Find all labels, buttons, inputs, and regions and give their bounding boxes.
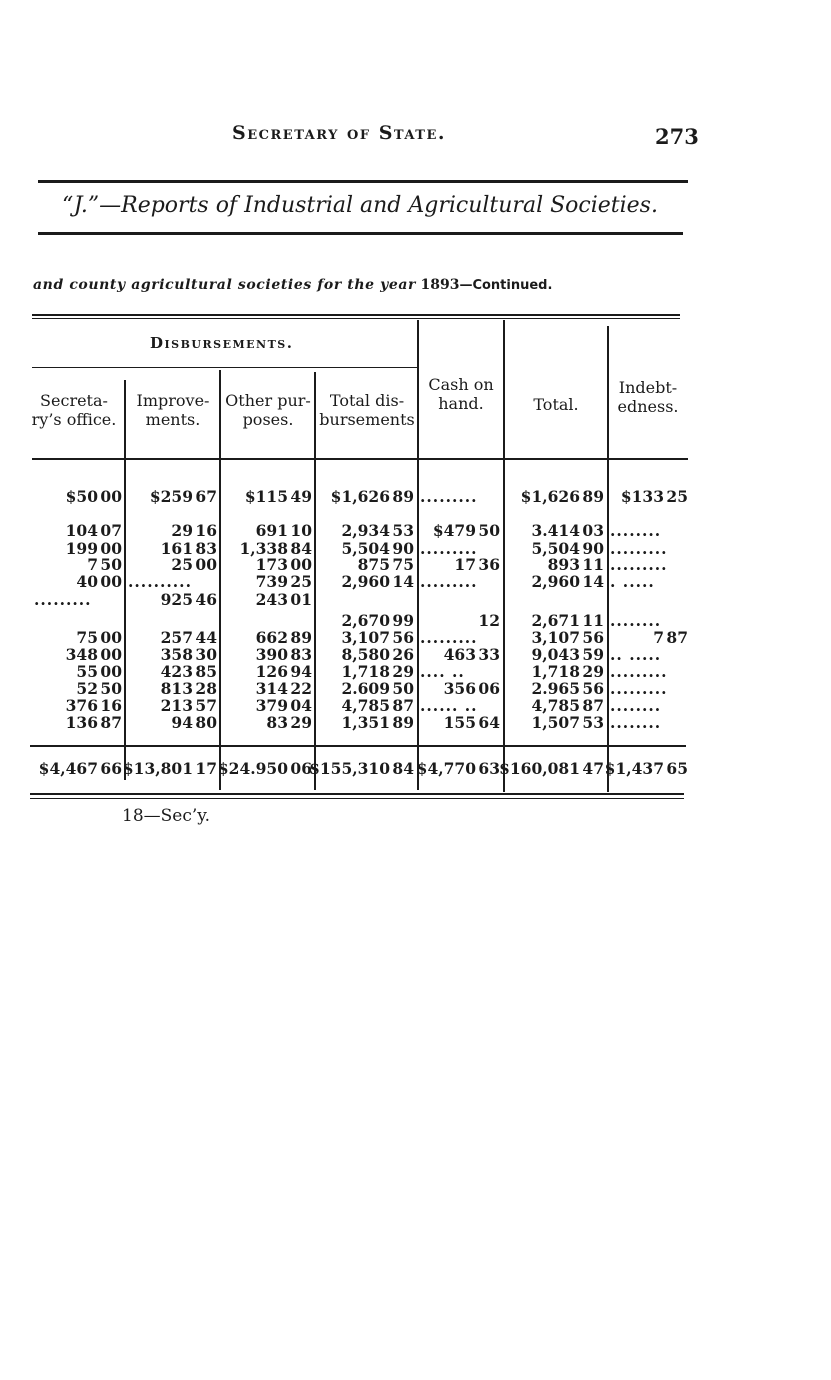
cell-improvements: .......... [128,572,192,591]
col-head-other-line-2: poses. [242,410,294,429]
table-row [0,540,831,557]
cell-cash: ......... [420,539,478,558]
amount-dollars: 136 [65,713,98,732]
cell-improvements [161,680,217,697]
amount-cents: 16 [195,521,217,540]
totals-row [0,760,831,777]
amount-dollars: 1,507 [531,713,580,732]
amount-cents: 83 [195,539,217,558]
amount-dollars: 1,338 [239,539,288,558]
cell-indebt: ........ [610,611,662,630]
cell-total-disb [341,680,414,697]
amount-cents: 56 [582,628,604,647]
amount-cents: 56 [582,679,604,698]
amount-dollars: 7 [87,555,98,574]
table-row [0,663,831,680]
amount-cents: 90 [392,539,414,558]
amount-dollars: $4,467 [38,759,98,778]
cell-total-disb [341,573,414,590]
amount-dollars: 5,504 [531,539,580,558]
cell-total [531,573,604,590]
amount-cents: 00 [195,555,217,574]
amount-cents: 87 [582,696,604,715]
table-bottom-rule-1 [30,793,684,795]
cell-total [521,488,604,505]
amount-dollars: 155 [443,713,476,732]
amount-dollars: 893 [547,555,580,574]
caption-year: 1893 [420,277,460,293]
cell-improvements [123,760,217,777]
amount-cents: 01 [290,590,312,609]
cell-secretary [66,697,122,714]
table-row [0,714,831,731]
cell-secretary [39,760,122,777]
cell-total [531,714,604,731]
cell-other [256,522,312,539]
cell-indebt: ......... [610,539,668,558]
amount-dollars: 1,718 [341,662,390,681]
col-head-secretary-line-2: ry’s office. [31,410,117,429]
amount-dollars: 314 [255,679,288,698]
cell-cash [454,556,500,573]
cell-total-disb [341,697,414,714]
cell-total [531,697,604,714]
amount-dollars: 257 [160,628,193,647]
amount-dollars: 376 [65,696,98,715]
amount-cents: 33 [478,645,500,664]
amount-dollars: $1,437 [604,759,664,778]
cell-cash [417,760,500,777]
amount-dollars: 40 [76,572,98,591]
cell-other [256,646,312,663]
cell-cash [433,522,500,539]
cell-secretary [87,556,122,573]
cell-total [531,629,604,646]
amount-cents: 06 [290,759,312,778]
amount-cents: 50 [392,679,414,698]
cell-improvements [171,522,217,539]
amount-cents: 44 [195,628,217,647]
amount-cents: 89 [290,628,312,647]
amount-dollars: $13,801 [122,759,193,778]
amount-dollars: 173 [255,555,288,574]
table-row [0,522,831,539]
cell-indebt: . ..... [610,572,655,591]
cell-secretary [66,646,122,663]
amount-dollars: 3,107 [531,628,580,647]
amount-dollars: 875 [357,555,390,574]
cell-other [266,714,312,731]
amount-dollars: 813 [160,679,193,698]
amount-dollars: 52 [76,679,98,698]
cell-total [548,556,604,573]
amount-dollars: 348 [65,645,98,664]
cell-cash [444,714,500,731]
amount-dollars: 1,718 [531,662,580,681]
amount-cents: 46 [195,590,217,609]
col-head-total-line-1: Total. [533,395,579,414]
amount-cents: 84 [392,759,414,778]
cell-cash: ...... .. [420,696,478,715]
col-head-improvements-line-1: Improve- [136,391,210,410]
cell-other [218,760,312,777]
cell-improvements [161,629,217,646]
table-row [0,488,831,505]
amount-dollars: 7 [653,628,664,647]
amount-cents: 14 [582,572,604,591]
table-row [0,629,831,646]
amount-cents: 07 [100,521,122,540]
amount-cents: 67 [195,487,217,506]
amount-dollars: 243 [255,590,288,609]
amount-cents: 14 [392,572,414,591]
disbursements-header: Disbursements. [150,334,294,352]
amount-dollars: 3.414 [531,521,580,540]
amount-cents: 50 [478,521,500,540]
amount-dollars: 2,960 [531,572,580,591]
amount-dollars: 94 [171,713,193,732]
col-head-indebt-line-1: Indebt- [618,378,678,397]
amount-cents: 49 [290,487,312,506]
amount-dollars: 4,785 [341,696,390,715]
amount-dollars: 2,934 [341,521,390,540]
cell-improvements [171,556,217,573]
cell-secretary [66,488,122,505]
amount-cents: 30 [195,645,217,664]
table-row [0,612,831,629]
col-head-total-disb-line-2: bursements [319,410,415,429]
amount-cents: 99 [392,611,414,630]
amount-dollars: 691 [255,521,288,540]
amount-dollars: 2,670 [341,611,390,630]
cell-indebt: ......... [610,679,668,698]
amount-dollars: $4,770 [416,759,476,778]
amount-dollars: 83 [266,713,288,732]
cell-total [531,646,604,663]
cell-total-disb [341,629,414,646]
table-row [0,573,831,590]
amount-cents: 36 [478,555,500,574]
amount-cents: 00 [100,645,122,664]
col-head-improvements-line-2: ments. [145,410,201,429]
cell-total-disb [341,522,414,539]
cell-cash: ......... [420,487,478,506]
amount-dollars: 2,960 [341,572,390,591]
cell-indebt: ........ [610,521,662,540]
amount-cents: 53 [392,521,414,540]
amount-dollars: $160,081 [499,759,580,778]
cell-cash [476,612,500,629]
cell-other [256,591,312,608]
cell-total-disb [341,714,414,731]
col-head-secretary-line-1: Secreta- [40,391,108,410]
cell-total [499,760,604,777]
amount-dollars: 29 [171,521,193,540]
col-head-other-line-1: Other pur- [225,391,311,410]
amount-cents: 11 [582,611,604,630]
amount-cents: 00 [100,539,122,558]
amount-dollars: $259 [149,487,193,506]
cell-indebt [653,629,688,646]
amount-dollars: $115 [244,487,288,506]
cell-improvements [161,663,217,680]
cell-other [256,629,312,646]
amount-dollars: 2.965 [531,679,580,698]
amount-cents: 10 [290,521,312,540]
amount-dollars: $155,310 [309,759,390,778]
amount-dollars: $24.950 [217,759,288,778]
caption-continued: —Continued. [459,278,553,293]
amount-dollars: 5,504 [341,539,390,558]
cell-improvements [150,488,217,505]
cell-improvements [161,591,217,608]
cell-cash: ......... [420,572,478,591]
amount-cents: 25 [290,572,312,591]
table-row [0,680,831,697]
amount-cents: 90 [582,539,604,558]
amount-cents: 89 [392,713,414,732]
amount-cents: 57 [195,696,217,715]
amount-dollars: 2.609 [341,679,390,698]
amount-dollars: 55 [76,662,98,681]
amount-cents: 12 [478,611,500,630]
cell-secretary: ......... [34,590,92,609]
amount-cents: 29 [582,662,604,681]
cell-total [531,612,604,629]
amount-cents: 03 [582,521,604,540]
cell-total [531,663,604,680]
cell-total-disb [341,663,414,680]
cell-secretary [66,522,122,539]
amount-cents: 89 [582,487,604,506]
amount-dollars: 75 [76,628,98,647]
cell-indebt: ........ [610,713,662,732]
amount-cents: 26 [392,645,414,664]
amount-cents: 64 [478,713,500,732]
amount-cents: 84 [290,539,312,558]
amount-cents: 50 [100,555,122,574]
cell-secretary [76,680,122,697]
amount-dollars: 3,107 [341,628,390,647]
col-head-cash-line-2: hand. [438,394,484,413]
amount-cents: 00 [290,555,312,574]
table-row [0,697,831,714]
amount-cents: 28 [195,679,217,698]
table-row [0,556,831,573]
cell-secretary [66,714,122,731]
amount-cents: 16 [100,696,122,715]
footer-note: 18—Sec’y. [122,806,211,826]
amount-cents: 53 [582,713,604,732]
cell-other [245,488,312,505]
amount-cents: 00 [100,628,122,647]
amount-cents: 87 [392,696,414,715]
cell-indebt: ......... [610,662,668,681]
amount-dollars: $133 [620,487,664,506]
cell-other [256,663,312,680]
amount-dollars: 2,671 [531,611,580,630]
amount-dollars: 423 [160,662,193,681]
amount-dollars: 17 [454,555,476,574]
amount-dollars: 126 [255,662,288,681]
cell-other [256,556,312,573]
cell-improvements [161,646,217,663]
amount-cents: 29 [290,713,312,732]
amount-cents: 83 [290,645,312,664]
cell-cash [444,646,500,663]
amount-cents: 47 [582,759,604,778]
caption-text: and county agricultural societies for the year [33,277,417,293]
totals-top-rule [30,745,686,747]
amount-cents: 25 [666,487,688,506]
amount-dollars: $50 [65,487,98,506]
amount-cents: 00 [100,487,122,506]
col-head-cash-line-1: Cash on [428,375,494,394]
amount-dollars: 925 [160,590,193,609]
col-head-indebt-line-2: edness. [617,397,679,416]
amount-cents: 65 [666,759,688,778]
amount-cents: 63 [478,759,500,778]
amount-cents: 00 [100,662,122,681]
amount-dollars: 356 [443,679,476,698]
cell-other [256,680,312,697]
amount-dollars: 379 [255,696,288,715]
cell-secretary [76,629,122,646]
cell-other [256,697,312,714]
amount-cents: 22 [290,679,312,698]
table-title: “J.”—Reports of Industrial and Agricultural Societies. [62,193,658,218]
amount-cents: 50 [100,679,122,698]
amount-dollars: $1,626 [330,487,390,506]
cell-cash [444,680,500,697]
amount-dollars: 358 [160,645,193,664]
amount-cents: 85 [195,662,217,681]
amount-dollars: 161 [160,539,193,558]
table-row [0,591,831,608]
cell-total-disb [341,612,414,629]
cell-total-disb [358,556,414,573]
amount-cents: 59 [582,645,604,664]
cell-improvements [161,697,217,714]
amount-dollars: 390 [255,645,288,664]
cell-total-disb [331,488,414,505]
cell-improvements [171,714,217,731]
amount-dollars: 739 [255,572,288,591]
cell-total-disb [341,646,414,663]
amount-dollars: 25 [171,555,193,574]
cell-indebt [621,488,688,505]
cell-total-disb [309,760,414,777]
page-number: 273 [655,124,699,149]
cell-indebt: .. ..... [610,645,662,664]
table-bottom-rule-2 [30,798,684,799]
amount-cents: 87 [666,628,688,647]
amount-dollars: 199 [65,539,98,558]
cell-cash: .... .. [420,662,465,681]
amount-cents: 06 [478,679,500,698]
amount-dollars: 4,785 [531,696,580,715]
amount-dollars: 104 [65,521,98,540]
amount-cents: 56 [392,628,414,647]
amount-cents: 29 [392,662,414,681]
amount-dollars: 213 [160,696,193,715]
cell-other [256,573,312,590]
amount-cents: 75 [392,555,414,574]
amount-cents: 11 [582,555,604,574]
amount-cents: 87 [100,713,122,732]
amount-cents: 80 [195,713,217,732]
cell-indebt [605,760,688,777]
amount-dollars: 9,043 [531,645,580,664]
cell-secretary [76,663,122,680]
amount-dollars: 662 [255,628,288,647]
amount-dollars: 463 [443,645,476,664]
amount-dollars: $479 [432,521,476,540]
running-head: Secretary of State. [232,122,446,144]
cell-total [531,522,604,539]
cell-indebt: ......... [610,555,668,574]
amount-cents: 04 [290,696,312,715]
amount-dollars: $1,626 [520,487,580,506]
amount-cents: 89 [392,487,414,506]
cell-indebt: ........ [610,696,662,715]
table-row [0,646,831,663]
amount-cents: 00 [100,572,122,591]
cell-secretary [76,573,122,590]
amount-dollars: 8,580 [341,645,390,664]
amount-cents: 94 [290,662,312,681]
col-head-total-disb-line-1: Total dis- [329,391,405,410]
cell-total [531,680,604,697]
amount-dollars: 1,351 [341,713,390,732]
cell-cash: ......... [420,628,478,647]
amount-cents: 66 [100,759,122,778]
amount-cents: 17 [195,759,217,778]
